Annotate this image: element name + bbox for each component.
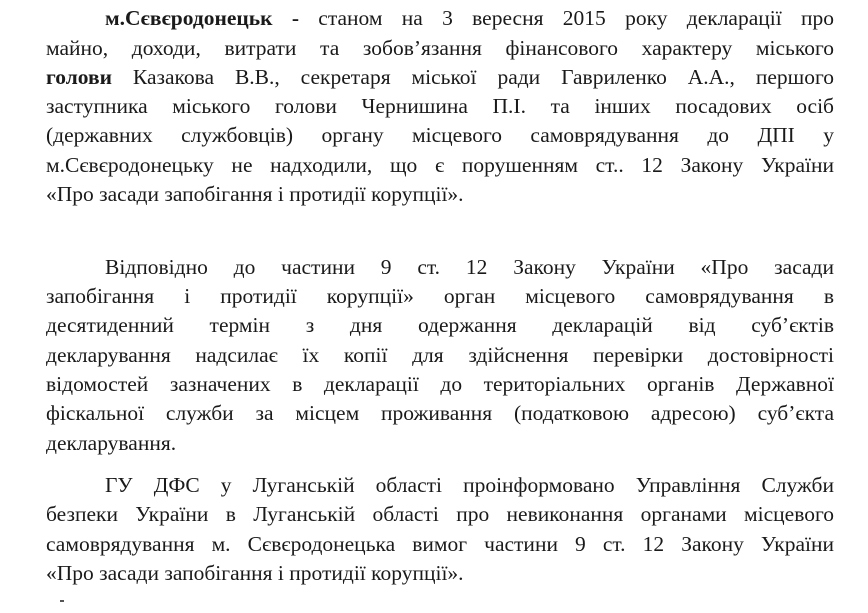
paragraph1-line-1-text: станом на 3 вересня 2015 року декларації про xyxy=(318,6,835,30)
paragraph1-line-7: «Про засади запобігання і протидії корупції». xyxy=(46,182,464,206)
paragraph3-line-2: безпеки України в Луганській області про невиконання органами місцевого xyxy=(46,502,834,526)
paragraph1-line-5: (державних службовців) органу місцевого самоврядування до ДПІ у xyxy=(46,123,834,147)
paragraph1-line-3 xyxy=(46,64,834,90)
city-name: м.Сєвєродонецьк - xyxy=(105,6,319,30)
paragraph3-line-3: самоврядування м. Сєвєродонецька вимог частини 9 ст. 12 Закону України xyxy=(46,532,834,556)
paragraph2-line-1: Відповідно до частини 9 ст. 12 Закону України «Про засади xyxy=(105,255,834,279)
paragraph1-line-4: заступника міського голови Чернишина П.І. та інших посадових осіб xyxy=(46,94,834,118)
paragraph1-line-1 xyxy=(105,5,834,31)
scan-mark xyxy=(60,600,64,602)
paragraph2-line-4: декларування надсилає їх копії для здійснення перевірки достовірності xyxy=(46,343,834,367)
paragraph1-line-6: м.Сєвєродонецьку не надходили, що є порушенням ст.. 12 Закону України xyxy=(46,153,834,177)
paragraph3-line-4: «Про засади запобігання і протидії корупції». xyxy=(46,561,464,585)
paragraph2-line-3: десятиденний термін з дня одержання декларацій від суб’єктів xyxy=(46,313,834,337)
paragraph3-line-1: ГУ ДФС у Луганській області проінформовано Управління Служби xyxy=(105,473,834,497)
paragraph2-line-2: запобігання і протидії корупції» орган місцевого самоврядування в xyxy=(46,284,834,308)
paragraph2-line-5: відомостей зазначених в декларації до територіальних органів Державної xyxy=(46,372,834,396)
paragraph1-line-2: майно, доходи, витрати та зобов’язання фінансового характеру міського xyxy=(46,36,834,60)
paragraph2-line-7: декларування. xyxy=(46,431,177,455)
paragraph2-line-6: фіскальної служби за місцем проживання (податковою адресою) суб’єкта xyxy=(46,401,834,425)
paragraph1-line-3-text: Казакова В.В., секретаря міської ради Гавриленко А.А., першого xyxy=(132,65,834,89)
head-word: голови xyxy=(46,65,133,89)
